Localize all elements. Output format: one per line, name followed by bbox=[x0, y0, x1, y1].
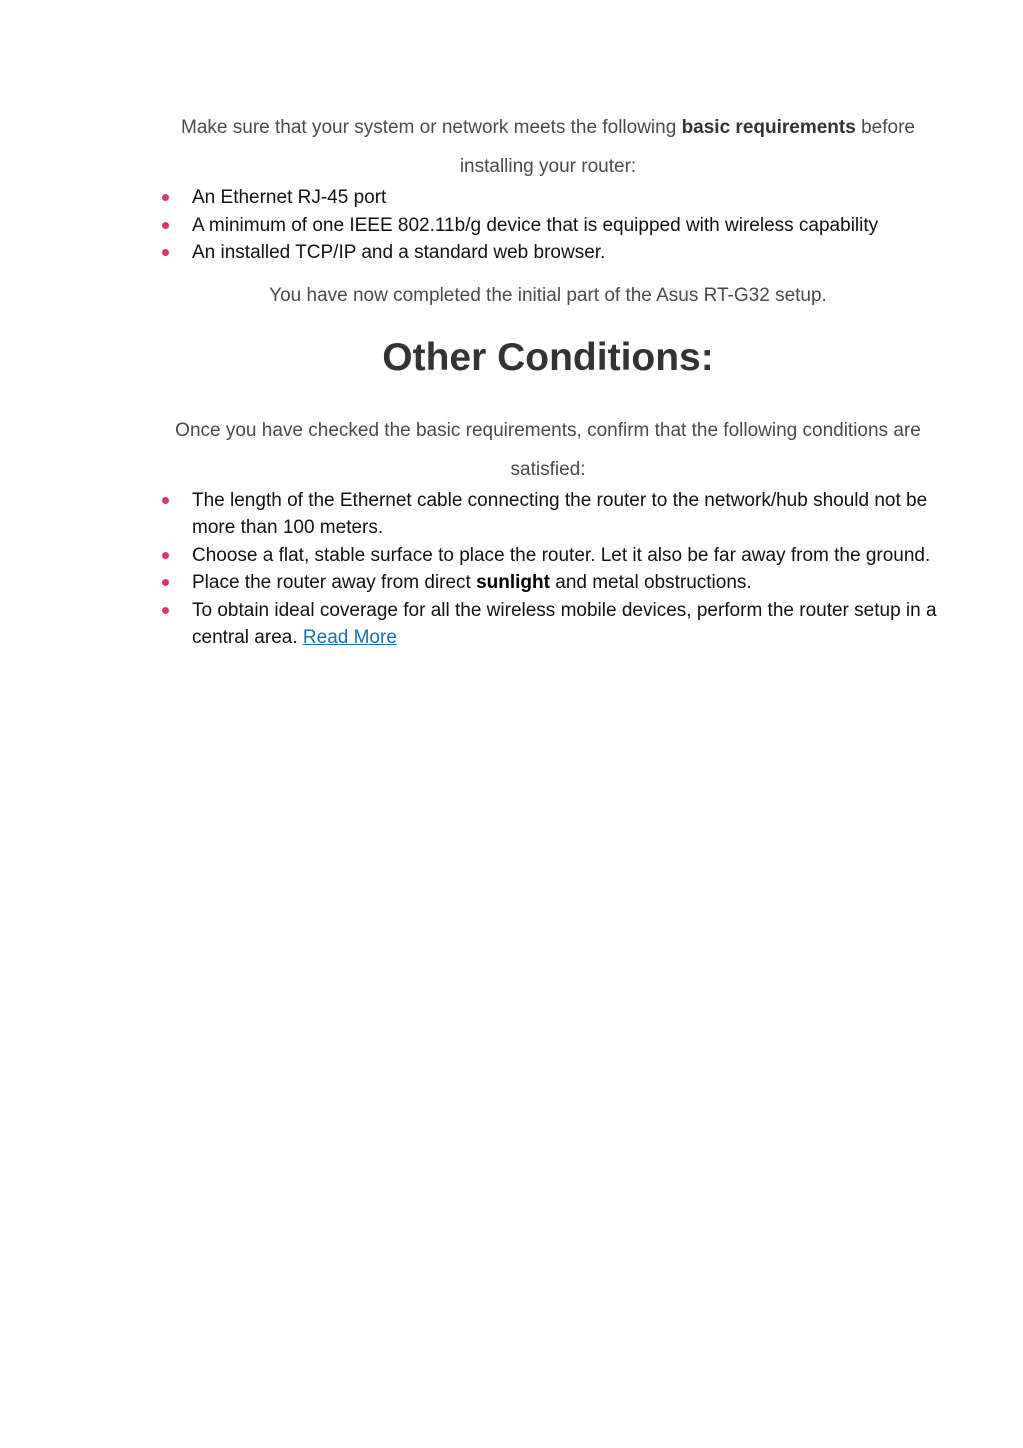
bullet-icon bbox=[162, 194, 169, 201]
requirement-text: An Ethernet RJ-45 port bbox=[192, 187, 387, 208]
list-item bbox=[149, 487, 947, 542]
read-more-link[interactable]: Read More bbox=[302, 627, 397, 648]
list-item bbox=[149, 597, 947, 652]
conditions-intro: Once you have checked the basic requirements, confirm that the following conditions are satisfied: bbox=[175, 419, 921, 480]
condition-text: Choose a flat, stable surface to place the router. Let it also be far away from the ground. bbox=[192, 544, 931, 566]
intro-text-before: Make sure that your system or network meets the following bbox=[181, 117, 682, 138]
completed-note: You have now completed the initial part of the Asus RT-G32 setup. bbox=[269, 284, 827, 306]
list-item bbox=[149, 212, 947, 240]
condition-text: To obtain ideal coverage for all the wireless mobile devices, perform the router setup in a central area. bbox=[192, 599, 937, 648]
bullet-icon bbox=[162, 552, 169, 559]
requirement-text: An installed TCP/IP and a standard web browser. bbox=[192, 242, 606, 263]
conditions-list bbox=[149, 487, 947, 652]
condition-text-before: Place the router away from direct bbox=[192, 572, 477, 593]
condition-text-after: and metal obstructions. bbox=[549, 572, 752, 593]
list-item bbox=[149, 542, 947, 570]
bullet-icon bbox=[162, 249, 169, 256]
list-item bbox=[149, 184, 947, 212]
bullet-icon bbox=[162, 579, 169, 586]
document-page bbox=[149, 108, 947, 652]
intro-emphasis: basic requirements bbox=[681, 117, 856, 138]
requirement-text: A minimum of one IEEE 802.11b/g device that is equipped with wireless capability bbox=[192, 214, 879, 236]
list-item bbox=[149, 239, 947, 267]
bullet-icon bbox=[162, 222, 169, 229]
bullet-icon bbox=[162, 497, 169, 504]
list-item bbox=[149, 569, 947, 597]
intro-text-after: before installing your router: bbox=[459, 117, 915, 177]
requirements-intro bbox=[149, 108, 947, 186]
requirements-list bbox=[149, 184, 947, 267]
condition-text: The length of the Ethernet cable connecting the router to the network/hub should not be more than 100 meters. bbox=[192, 489, 928, 538]
section-heading: Other Conditions: bbox=[382, 335, 714, 379]
condition-emphasis: sunlight bbox=[476, 572, 550, 593]
bullet-icon bbox=[162, 607, 169, 614]
